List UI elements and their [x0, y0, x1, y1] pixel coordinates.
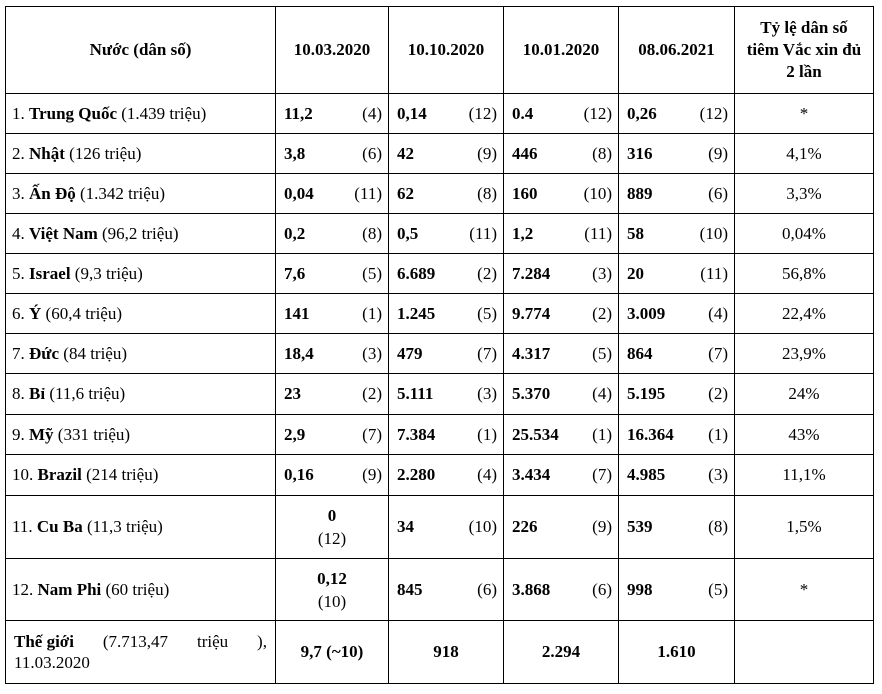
world-value: 918: [389, 621, 504, 684]
cell-value: 6.689: [397, 263, 436, 283]
value-cell: [276, 294, 389, 334]
table-row: [6, 294, 874, 334]
cell-rank: (10): [583, 183, 612, 203]
cell-value: 42: [397, 143, 414, 163]
value-cell: [619, 334, 735, 374]
cell-rank: (8): [708, 517, 728, 536]
cell-value: 2.280: [397, 465, 436, 484]
value-cell: [276, 374, 389, 415]
value-cell: [276, 496, 389, 559]
cell-rank: (10): [468, 517, 497, 536]
cell-value: 3.868: [512, 579, 551, 599]
cell-rank: (6): [477, 579, 497, 599]
table-row: [6, 174, 874, 214]
cell-rank: (9): [477, 143, 497, 163]
table-row: [6, 559, 874, 621]
cell-value: 479: [397, 343, 423, 363]
value-cell: [276, 455, 389, 496]
cell-rank: (11): [584, 223, 612, 243]
value-cell: [504, 254, 619, 294]
cell-value: 0,2: [284, 223, 306, 243]
vaccine-rate-cell: 43%: [735, 415, 874, 455]
table-row: [6, 134, 874, 174]
cell-rank: (6): [592, 579, 612, 599]
vaccine-rate-cell: 56,8%: [735, 254, 874, 294]
cell-value: 7,6: [284, 263, 306, 283]
cell-value: 7.384: [397, 424, 436, 444]
cell-value: 2,9: [284, 424, 306, 444]
cell-rank: (3): [477, 384, 497, 403]
country-population: (1.439 triệu): [121, 103, 207, 123]
value-cell: [276, 174, 389, 214]
value-cell: [276, 415, 389, 455]
header-country: Nước (dân số): [6, 7, 276, 94]
cell-value: 16.364: [627, 424, 674, 444]
cell-value: 20: [627, 263, 644, 283]
value-cell: [504, 559, 619, 621]
header-row: [6, 7, 874, 94]
country-cell: [6, 374, 276, 415]
value-cell: [504, 374, 619, 415]
cell-value: 0: [327, 506, 337, 525]
cell-value: 160: [512, 183, 538, 203]
country-cell: [6, 174, 276, 214]
cell-rank: (2): [592, 303, 612, 323]
row-index: 8.: [12, 384, 25, 403]
value-cell: [389, 455, 504, 496]
header-vaccine-rate: Tỷ lệ dân số tiêm Vắc xin đủ 2 lần: [735, 7, 874, 94]
cell-value: 25.534: [512, 424, 559, 444]
country-cell: [6, 334, 276, 374]
value-cell: [389, 254, 504, 294]
row-index: 9.: [12, 424, 25, 444]
country-name: Trung Quốc: [29, 103, 118, 123]
table-row: [6, 334, 874, 374]
value-cell: [276, 94, 389, 134]
cell-rank: (10): [317, 591, 347, 611]
cell-rank: (9): [592, 517, 612, 536]
covid-table: [5, 6, 874, 684]
vaccine-rate-cell: 24%: [735, 374, 874, 415]
country-name: Ý: [29, 303, 42, 323]
country-name: Việt Nam: [29, 223, 98, 243]
cell-value: 539: [627, 517, 653, 536]
value-cell: [619, 174, 735, 214]
header-date-3: 10.01.2020: [504, 7, 619, 94]
world-name: Thế giới: [14, 632, 74, 651]
country-population: (96,2 triệu): [102, 223, 179, 243]
row-index: 4.: [12, 223, 25, 243]
cell-rank: (7): [708, 343, 728, 363]
value-cell: [619, 134, 735, 174]
cell-rank: (1): [592, 424, 612, 444]
country-population: (11,3 triệu): [86, 517, 163, 536]
cell-rank: (5): [362, 263, 382, 283]
value-cell: [504, 94, 619, 134]
header-date-4: 08.06.2021: [619, 7, 735, 94]
cell-value: 5.195: [627, 384, 666, 403]
value-cell: [504, 294, 619, 334]
country-cell: [6, 294, 276, 334]
cell-value: 9.774: [512, 303, 551, 323]
world-value: 9,7 (~10): [276, 621, 389, 684]
world-close: ),: [257, 632, 267, 651]
cell-rank: (7): [362, 424, 382, 444]
cell-rank: (2): [708, 384, 728, 403]
table-row: [6, 254, 874, 294]
cell-value: 845: [397, 579, 423, 599]
cell-rank: (5): [477, 303, 497, 323]
cell-value: 34: [397, 517, 414, 536]
value-cell: [389, 294, 504, 334]
cell-rank: (9): [708, 143, 728, 163]
cell-value: 0,04: [284, 183, 314, 203]
cell-value: 5.111: [397, 384, 434, 403]
country-name: Cu Ba: [36, 517, 83, 536]
table-row: [6, 94, 874, 134]
country-population: (9,3 triệu): [74, 263, 143, 283]
value-cell: [504, 334, 619, 374]
vaccine-rate-cell: 1,5%: [735, 496, 874, 559]
value-cell: [504, 455, 619, 496]
vaccine-rate-cell: *: [735, 559, 874, 621]
cell-rank: (12): [699, 103, 728, 123]
cell-rank: (12): [583, 103, 612, 123]
row-index: 12.: [12, 579, 34, 599]
country-cell: [6, 214, 276, 254]
table-row: [6, 214, 874, 254]
cell-value: 226: [512, 517, 538, 536]
cell-rank: (3): [592, 263, 612, 283]
cell-rank: (4): [362, 103, 382, 123]
cell-value: 141: [284, 303, 310, 323]
cell-rank: (11): [469, 223, 497, 243]
value-cell: [619, 455, 735, 496]
vaccine-rate-cell: *: [735, 94, 874, 134]
country-population: (331 triệu): [57, 424, 131, 444]
country-name: Israel: [29, 263, 71, 283]
cell-value: 889: [627, 183, 653, 203]
cell-rank: (5): [708, 579, 728, 599]
value-cell: [619, 254, 735, 294]
vaccine-rate-cell: 22,4%: [735, 294, 874, 334]
cell-rank: (12): [468, 103, 497, 123]
cell-value: 0,12: [317, 568, 347, 588]
cell-rank: (9): [362, 465, 382, 484]
cell-rank: (1): [362, 303, 382, 323]
cell-rank: (5): [592, 343, 612, 363]
cell-rank: (1): [708, 424, 728, 444]
country-name: Brazil: [37, 465, 82, 484]
cell-rank: (7): [477, 343, 497, 363]
cell-value: 0,16: [284, 465, 314, 484]
world-population: (7.713,47: [102, 632, 169, 651]
cell-value: 18,4: [284, 343, 314, 363]
row-index: 2.: [12, 143, 25, 163]
country-name: Bỉ: [29, 384, 46, 403]
cell-value: 0,26: [627, 103, 657, 123]
cell-rank: (2): [362, 384, 382, 403]
vaccine-rate-cell: 4,1%: [735, 134, 874, 174]
country-cell: [6, 559, 276, 621]
cell-rank: (11): [700, 263, 728, 283]
country-name: Ấn Độ: [29, 183, 76, 203]
country-cell: [6, 455, 276, 496]
cell-rank: (2): [477, 263, 497, 283]
cell-rank: (12): [317, 529, 347, 548]
cell-rank: (8): [362, 223, 382, 243]
table-row: [6, 374, 874, 415]
country-population: (60 triệu): [105, 579, 170, 599]
cell-rank: (4): [477, 465, 497, 484]
header-date-1: 10.03.2020: [276, 7, 389, 94]
world-date: 11.03.2020: [14, 653, 90, 672]
value-cell: [619, 214, 735, 254]
country-population: (214 triệu): [86, 465, 159, 484]
value-cell: [619, 94, 735, 134]
table-row: [6, 415, 874, 455]
country-name: Mỹ: [29, 424, 54, 444]
row-index: 6.: [12, 303, 25, 323]
country-population: (84 triệu): [63, 343, 128, 363]
cell-value: 11,2: [284, 103, 313, 123]
country-cell: [6, 254, 276, 294]
world-cell: [6, 621, 276, 684]
value-cell: [389, 94, 504, 134]
table-row: [6, 496, 874, 559]
value-cell: [389, 174, 504, 214]
country-population: (1.342 triệu): [80, 183, 165, 203]
cell-value: 7.284: [512, 263, 551, 283]
cell-value: 0.4: [512, 103, 534, 123]
row-index: 5.: [12, 263, 25, 283]
value-cell: [504, 174, 619, 214]
cell-value: 316: [627, 143, 653, 163]
value-cell: [276, 559, 389, 621]
world-rate: [735, 621, 874, 684]
cell-rank: (8): [592, 143, 612, 163]
value-cell: [389, 415, 504, 455]
row-index: 10.: [12, 465, 34, 484]
value-cell: [504, 415, 619, 455]
value-cell: [389, 374, 504, 415]
vaccine-rate-cell: 0,04%: [735, 214, 874, 254]
row-index: 7.: [12, 343, 25, 363]
cell-rank: (8): [477, 183, 497, 203]
vaccine-rate-cell: 11,1%: [735, 455, 874, 496]
cell-rank: (11): [354, 183, 382, 203]
country-population: (11,6 triệu): [49, 384, 126, 403]
value-cell: [504, 496, 619, 559]
value-cell: [619, 294, 735, 334]
cell-rank: (6): [362, 143, 382, 163]
value-cell: [389, 559, 504, 621]
cell-value: 3.434: [512, 465, 551, 484]
cell-value: 998: [627, 579, 653, 599]
row-index: 3.: [12, 183, 25, 203]
cell-value: 23: [284, 384, 301, 403]
cell-value: 1,2: [512, 223, 534, 243]
country-cell: [6, 415, 276, 455]
country-name: Nhật: [29, 143, 65, 163]
value-cell: [276, 254, 389, 294]
vaccine-rate-cell: 3,3%: [735, 174, 874, 214]
cell-rank: (3): [362, 343, 382, 363]
cell-value: 0,14: [397, 103, 427, 123]
value-cell: [504, 134, 619, 174]
table-row: [6, 455, 874, 496]
value-cell: [389, 134, 504, 174]
cell-value: 446: [512, 143, 538, 163]
cell-rank: (6): [708, 183, 728, 203]
cell-value: 0,5: [397, 223, 419, 243]
cell-value: 3.009: [627, 303, 666, 323]
cell-value: 4.985: [627, 465, 666, 484]
value-cell: [619, 496, 735, 559]
value-cell: [276, 334, 389, 374]
value-cell: [389, 496, 504, 559]
world-line: [14, 631, 267, 652]
world-unit: triệu: [196, 632, 229, 651]
cell-value: 1.245: [397, 303, 436, 323]
value-cell: [389, 334, 504, 374]
cell-value: 58: [627, 223, 644, 243]
country-name: Đức: [29, 343, 60, 363]
country-name: Nam Phi: [37, 579, 102, 599]
country-population: (126 triệu): [69, 143, 142, 163]
cell-rank: (10): [699, 223, 728, 243]
value-cell: [619, 415, 735, 455]
world-row: [6, 621, 874, 684]
row-index: 1.: [12, 103, 25, 123]
country-population: (60,4 triệu): [45, 303, 123, 323]
cell-value: 5.370: [512, 384, 551, 403]
cell-value: 4.317: [512, 343, 551, 363]
country-cell: [6, 94, 276, 134]
cell-value: 864: [627, 343, 653, 363]
cell-rank: (4): [592, 384, 612, 403]
country-cell: [6, 134, 276, 174]
cell-value: 3,8: [284, 143, 306, 163]
cell-rank: (3): [708, 465, 728, 484]
world-value: 2.294: [504, 621, 619, 684]
cell-rank: (4): [708, 303, 728, 323]
value-cell: [619, 374, 735, 415]
value-cell: [389, 214, 504, 254]
country-cell: [6, 496, 276, 559]
value-cell: [276, 214, 389, 254]
cell-value: 62: [397, 183, 414, 203]
value-cell: [504, 214, 619, 254]
value-cell: [619, 559, 735, 621]
header-date-2: 10.10.2020: [389, 7, 504, 94]
row-index: 11.: [12, 517, 33, 536]
vaccine-rate-cell: 23,9%: [735, 334, 874, 374]
value-cell: [276, 134, 389, 174]
cell-rank: (1): [477, 424, 497, 444]
cell-rank: (7): [592, 465, 612, 484]
world-value: 1.610: [619, 621, 735, 684]
